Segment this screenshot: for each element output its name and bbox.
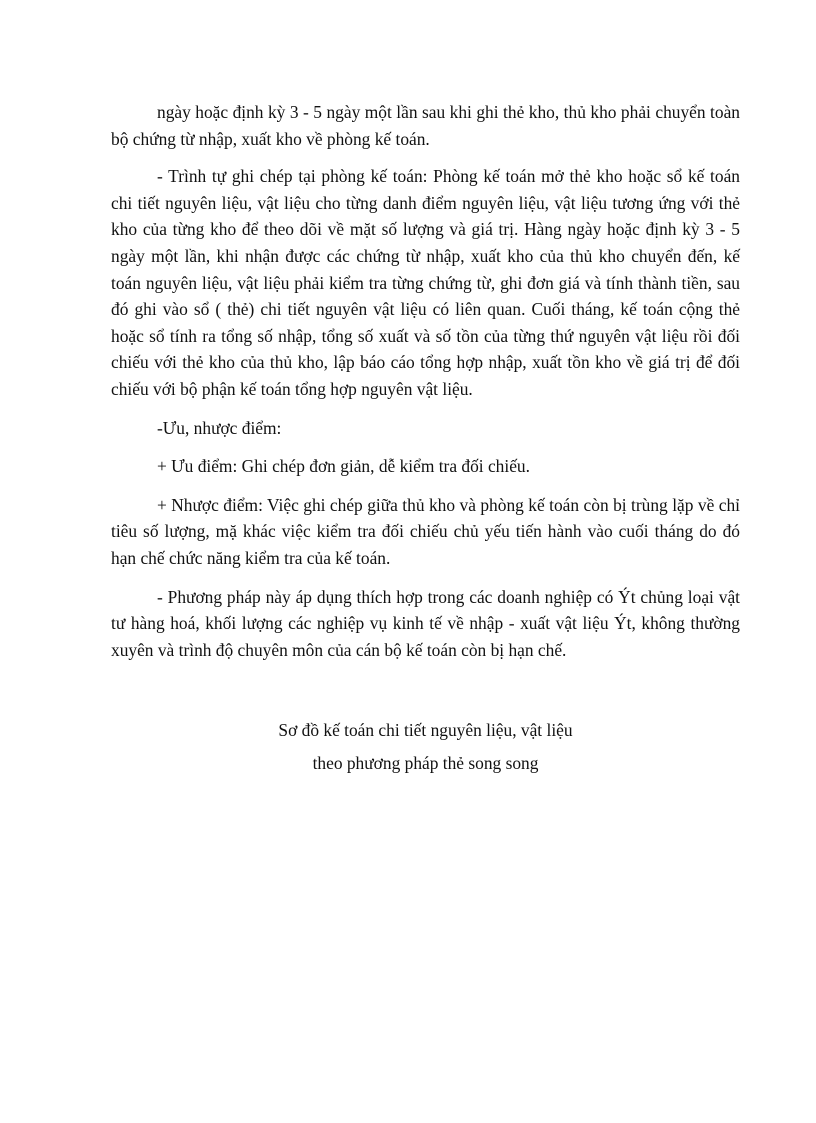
- paragraph-pros-cons-heading: -Ưu, nhược điểm:: [157, 417, 282, 438]
- caption-line-1: Sơ đồ kế toán chi tiết nguyên liệu, vật liệu: [278, 720, 573, 740]
- paragraph-applicability: - Phương pháp này áp dụng thích hợp trong các doanh nghiệp có Ýt chủng loại vật tư hàng hoá, khối lượng các nghiệp vụ kinh tế về nhập - xuất vật liệu Ýt, không thường xuyên và trình độ chuyên môn của cán bộ kế toán còn bị hạn chế.: [111, 586, 740, 660]
- diagram-caption: [111, 714, 740, 780]
- paragraph-transfer-vouchers: ngày hoặc định kỳ 3 - 5 ngày một lần sau khi ghi thẻ kho, thủ kho phải chuyển toàn bộ chứng từ nhập, xuất kho về phòng kế toán.: [111, 102, 740, 149]
- paragraph-accounting-procedure: - Trình tự ghi chép tại phòng kế toán: Phòng kế toán mở thẻ kho hoặc sổ kế toán chi tiết nguyên liệu, vật liệu cho từng danh điểm nguyên liệu, vật liệu tương ứng với thẻ kho của từng kho để theo dõi về mặt số lượng và giá trị. Hàng ngày hoặc định kỳ 3 - 5 ngày một lần, khi nhận được các chứng từ nhập, xuất kho của thủ kho chuyển đến, kế toán nguyên liệu, vật liệu phải kiểm tra từng chứng từ, ghi đơn giá và tính thành tiền, sau đó ghi vào sổ ( thẻ) chi tiết nguyên vật liệu có liên quan. Cuối tháng, kế toán cộng thẻ hoặc sổ tính ra tổng số nhập, tổng số xuất và số tồn của từng thứ nguyên vật liệu rồi đối chiếu với thẻ kho của thủ kho, lập báo cáo tổng hợp nhập, xuất tồn kho về giá trị để đối chiếu với bộ phận kế toán tổng hợp nguyên vật liệu.: [111, 166, 740, 399]
- caption-line-2: theo phương pháp thẻ song song: [312, 753, 539, 773]
- paragraph-disadvantages: + Nhược điểm: Việc ghi chép giữa thủ kho và phòng kế toán còn bị trùng lặp về chỉ tiêu số lượng, mặ khác việc kiểm tra đối chiếu chủ yếu tiến hành vào cuối tháng do đó hạn chế chức năng kiểm tra của kế toán.: [111, 494, 740, 568]
- body-text: [111, 99, 740, 675]
- paragraph-advantages: + Ưu điểm: Ghi chép đơn giản, dễ kiểm tra đối chiếu.: [157, 456, 530, 477]
